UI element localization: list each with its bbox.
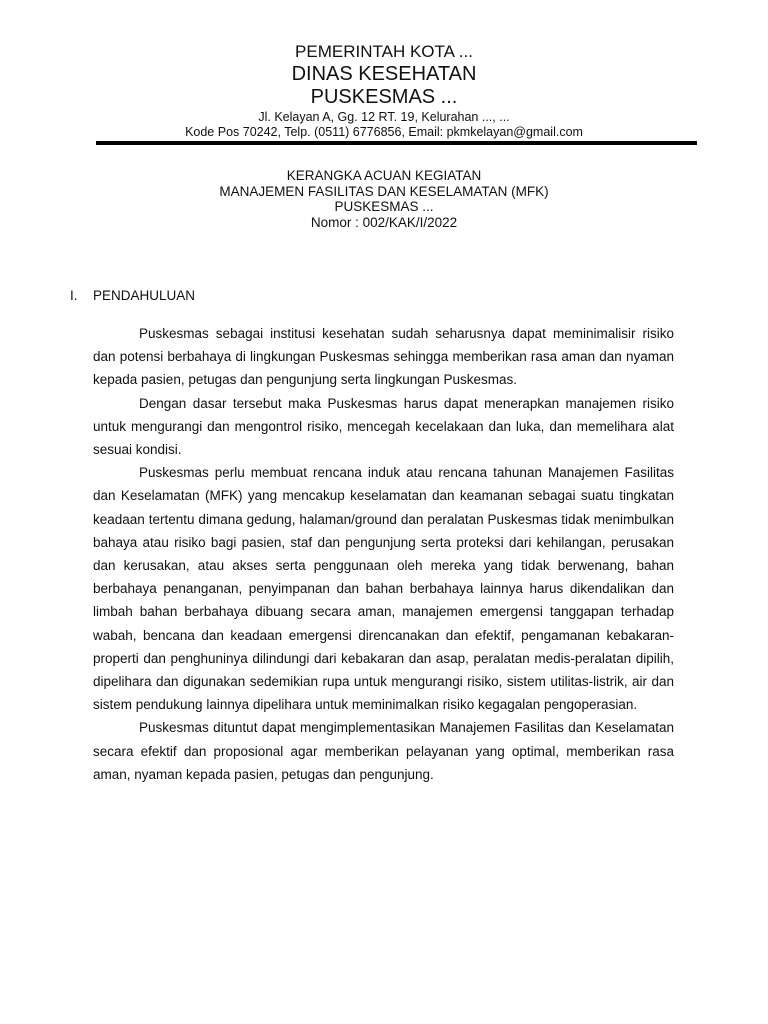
document-subtitle: MANAJEMEN FASILITAS DAN KESELAMATAN (MFK) bbox=[219, 183, 549, 199]
institution-name: PUSKESMAS ... bbox=[310, 86, 458, 108]
address-line: Jl. Kelayan A, Gg. 12 RT. 19, Kelurahan ..., ... bbox=[258, 110, 510, 124]
paragraph: Puskesmas sebagai institusi kesehatan sudah seharusnya dapat meminimalisir risiko dan potensi berbahaya di lingkungan Puskesmas sehingga memberikan rasa aman dan nyaman kepada pasien, petugas dan pengunjung serta lingkungan Puskesmas. bbox=[93, 326, 674, 388]
agency-name: DINAS KESEHATAN bbox=[291, 63, 477, 85]
paragraph: Dengan dasar tersebut maka Puskesmas harus dapat menerapkan manajemen risiko untuk mengurangi dan mengontrol risiko, mencegah kecelakaan dan luka, dan memelihara alat sesuai kondisi. bbox=[93, 395, 674, 458]
paragraph: Puskesmas dituntut dapat mengimplementasikan Manajemen Fasilitas dan Keselamatan secara efektif dan proposional agar memberikan pelayanan yang optimal, memberikan rasa aman, nyaman kepada pasien, petugas dan pengunjung. bbox=[93, 720, 674, 782]
letterhead-divider bbox=[96, 141, 697, 145]
document-number: Nomor : 002/KAK/I/2022 bbox=[310, 214, 458, 230]
government-name: PEMERINTAH KOTA ... bbox=[295, 42, 473, 61]
document-title: KERANGKA ACUAN KEGIATAN bbox=[286, 168, 482, 183]
document-title-block bbox=[0, 168, 768, 230]
document-institution: PUSKESMAS ... bbox=[334, 199, 434, 214]
contact-line: Kode Pos 70242, Telp. (0511) 6776856, Email: pkmkelayan@gmail.com bbox=[185, 125, 583, 139]
letterhead bbox=[0, 42, 768, 140]
section-body bbox=[93, 322, 674, 786]
section-title: PENDAHULUAN bbox=[93, 288, 196, 303]
paragraph: Puskesmas perlu membuat rencana induk atau rencana tahunan Manajemen Fasilitas dan Keselamatan (MFK) yang mencakup keselamatan dan keamanan sebagai suatu tingkatan keadaan tertentu dimana gedung, halaman/ground dan peralatan Puskesmas tidak menimbulkan bahaya atau risiko bagi pasien, staf dan pengunjung serta proteksi dari kehilangan, perusakan dan kerusakan, atau akses serta penggunaan oleh mereka yang tidak berwenang, bahan berbahaya penanganan, penyimpanan dan bahan berbahaya lainnya harus dikendalikan dan limbah bahan berbahaya dibuang secara aman, manajemen emergensi tanggapan terhadap wabah, bencana dan keadaan emergensi direncanakan dan efektif, pengamanan kebakaran- properti dan penghuninya dilindungi dari kebakaran dan asap, peralatan medis-peralatan dipilih, dipelihara dan digunakan sedemikian rupa untuk mengurangi risiko, sistem utilitas-listrik, air dan sistem pendukung lainnya dipelihara untuk meminimalkan risiko kegagalan pengoperasian. bbox=[93, 465, 674, 713]
section-number: I. bbox=[70, 288, 78, 303]
